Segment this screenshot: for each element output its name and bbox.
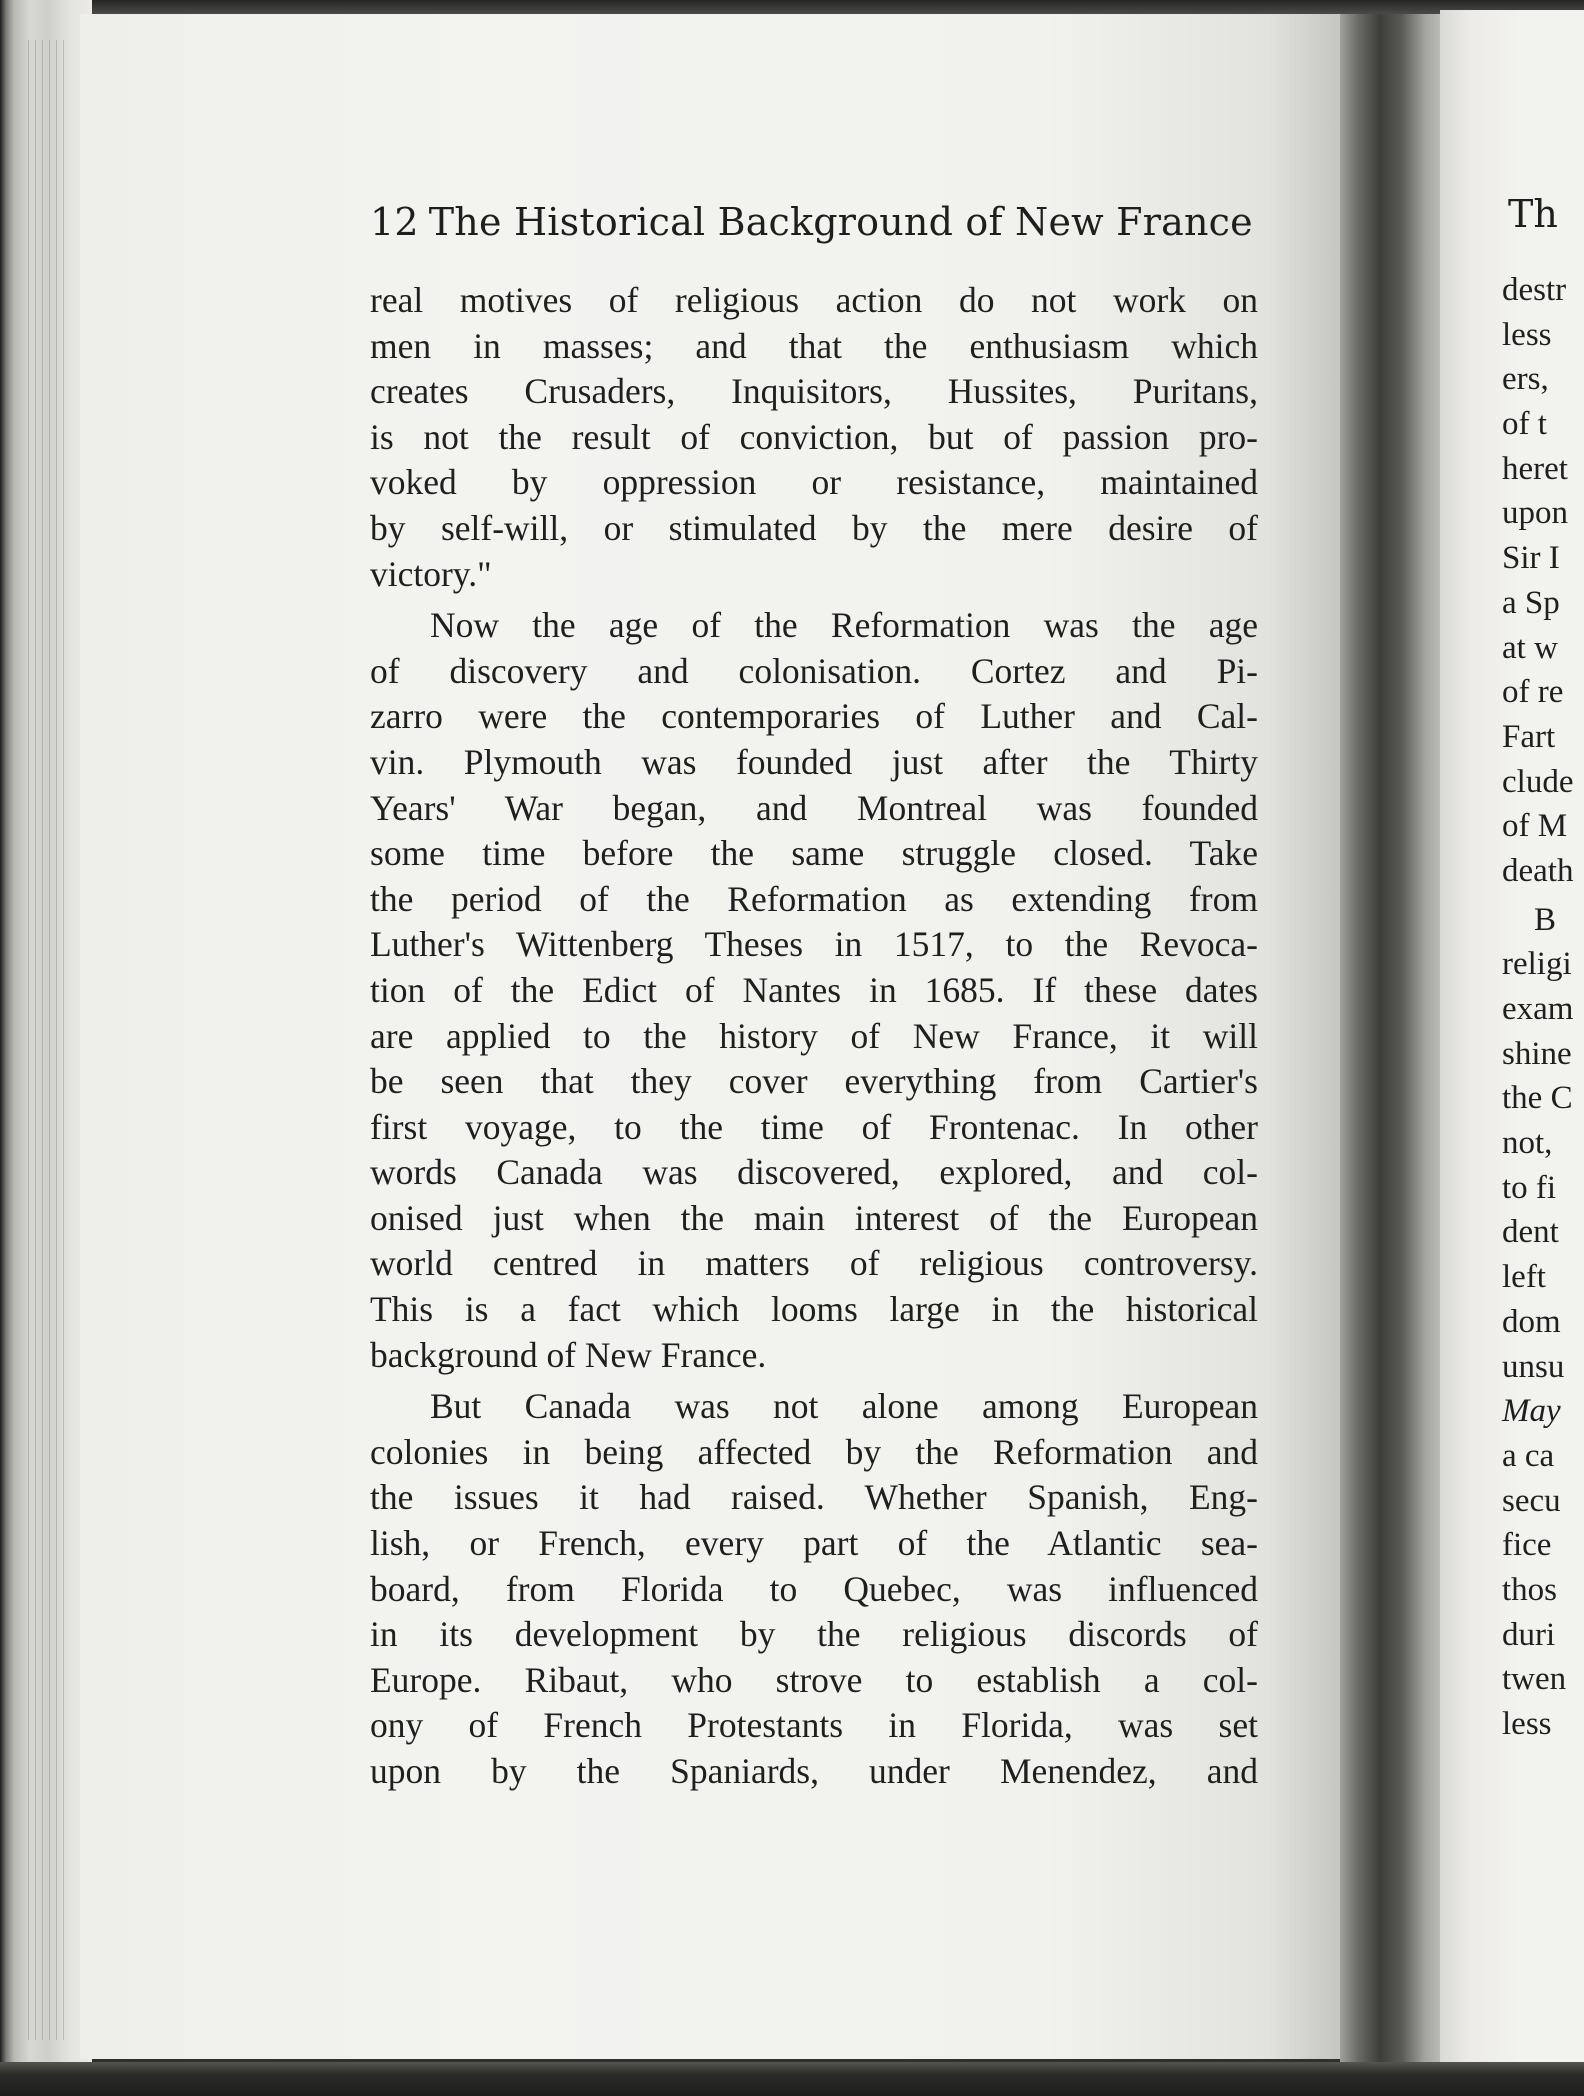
- text-line: But Canada was not alone among European: [430, 1386, 1258, 1427]
- text-line-fragment: less: [1502, 316, 1552, 353]
- text-line: creates Crusaders, Inquisitors, Hussites, Puritans,: [370, 371, 1258, 412]
- text-line-fragment: less: [1502, 1706, 1552, 1742]
- text-line: tion of the Edict of Nantes in 1685. If these dates: [370, 969, 1258, 1010]
- page-number: 12: [370, 200, 419, 244]
- text-line: the period of the Reformation as extending from: [370, 878, 1258, 919]
- text-line-fragment: dom: [1502, 1303, 1561, 1340]
- text-line-fragment: religi: [1502, 946, 1572, 983]
- text-line: is not the result of conviction, but of passion pro-: [370, 416, 1258, 457]
- text-line: men in masses; and that the enthusiasm which: [370, 325, 1258, 366]
- text-line: by self-will, or stimulated by the mere desire of: [370, 507, 1258, 548]
- top-edge: [0, 0, 1584, 14]
- text-line-fragment: Fart: [1502, 718, 1556, 755]
- text-line: upon by the Spaniards, under Menendez, and: [370, 1751, 1258, 1791]
- text-line-fragment: upon: [1502, 495, 1568, 532]
- text-line: real motives of religious action do not work on: [370, 280, 1258, 320]
- text-line: first voyage, to the time of Frontenac. In other: [370, 1106, 1258, 1147]
- text-line-fragment: heret: [1502, 450, 1568, 487]
- text-line: Years' War began, and Montreal was founded: [370, 787, 1258, 828]
- bottom-edge: [0, 2062, 1584, 2096]
- text-line-fragment: May: [1502, 1393, 1561, 1430]
- right-page-body: [1502, 268, 1584, 1747]
- book-edge-left: [0, 0, 92, 2096]
- page-edges: [28, 40, 68, 2040]
- text-line-fragment: a Sp: [1502, 584, 1560, 621]
- text-line: voked by oppression or resistance, maintained: [370, 462, 1258, 503]
- text-line-fragment: thos: [1502, 1571, 1558, 1608]
- text-line-fragment: dent: [1502, 1214, 1559, 1251]
- right-running-head: Th: [1508, 192, 1558, 236]
- text-line: are applied to the history of New France, it will: [370, 1015, 1258, 1056]
- text-line-fragment: B: [1534, 901, 1557, 938]
- text-line: background of New France.: [370, 1334, 767, 1375]
- running-head: [370, 200, 1270, 244]
- text-line: world centred in matters of religious controversy.: [370, 1243, 1258, 1284]
- text-line-fragment: death: [1502, 852, 1574, 889]
- text-line: of discovery and colonisation. Cortez and Pi-: [370, 650, 1258, 691]
- text-line-fragment: a ca: [1502, 1437, 1555, 1474]
- text-line-fragment: the C: [1502, 1080, 1573, 1117]
- text-line: some time before the same struggle closed. Take: [370, 833, 1258, 874]
- text-line: lish, or French, every part of the Atlantic sea-: [370, 1523, 1258, 1564]
- text-line: Europe. Ribaut, who strove to establish a col-: [370, 1659, 1258, 1700]
- text-line: ony of French Protestants in Florida, was set: [370, 1705, 1258, 1746]
- text-line-fragment: destr: [1502, 272, 1567, 308]
- text-line-fragment: unsu: [1502, 1348, 1565, 1385]
- text-line-fragment: of re: [1502, 674, 1564, 711]
- text-line-fragment: not,: [1502, 1125, 1553, 1162]
- text-line: words Canada was discovered, explored, and col-: [370, 1152, 1258, 1193]
- text-line-fragment: clude: [1502, 763, 1574, 800]
- text-line: zarro were the contemporaries of Luther and Cal-: [370, 696, 1258, 737]
- text-line-fragment: of t: [1502, 406, 1547, 443]
- text-line-fragment: to fi: [1502, 1169, 1557, 1206]
- text-line: onised just when the main interest of the European: [370, 1197, 1258, 1238]
- text-line: colonies in being affected by the Reformation and: [370, 1431, 1258, 1472]
- text-line-fragment: shine: [1502, 1035, 1572, 1072]
- text-line-fragment: fice: [1502, 1527, 1552, 1564]
- text-line: the issues it had raised. Whether Spanish, Eng-: [370, 1477, 1258, 1518]
- text-line-fragment: secu: [1502, 1482, 1561, 1519]
- text-line-fragment: of M: [1502, 808, 1568, 845]
- text-line: vin. Plymouth was founded just after the Thirty: [370, 741, 1258, 782]
- text-line-fragment: duri: [1502, 1616, 1556, 1653]
- left-page-body: [370, 278, 1258, 1795]
- text-line: Now the age of the Reformation was the age: [430, 605, 1258, 646]
- running-head-title: The Historical Background of New France: [428, 200, 1253, 244]
- text-line-fragment: twen: [1502, 1661, 1567, 1698]
- text-line: Luther's Wittenberg Theses in 1517, to the Revoca-: [370, 924, 1258, 965]
- text-line: in its development by the religious discords of: [370, 1614, 1258, 1655]
- text-line-fragment: Sir I: [1502, 540, 1560, 577]
- text-line: victory.": [370, 553, 492, 594]
- text-line: board, from Florida to Quebec, was influenced: [370, 1568, 1258, 1609]
- text-line-fragment: exam: [1502, 991, 1574, 1027]
- text-line-fragment: ers,: [1502, 361, 1549, 398]
- text-line: be seen that they cover everything from Cartier's: [370, 1061, 1258, 1102]
- text-line-fragment: at w: [1502, 629, 1558, 666]
- text-line: This is a fact which looms large in the historical: [370, 1289, 1258, 1330]
- text-line-fragment: left: [1502, 1259, 1546, 1296]
